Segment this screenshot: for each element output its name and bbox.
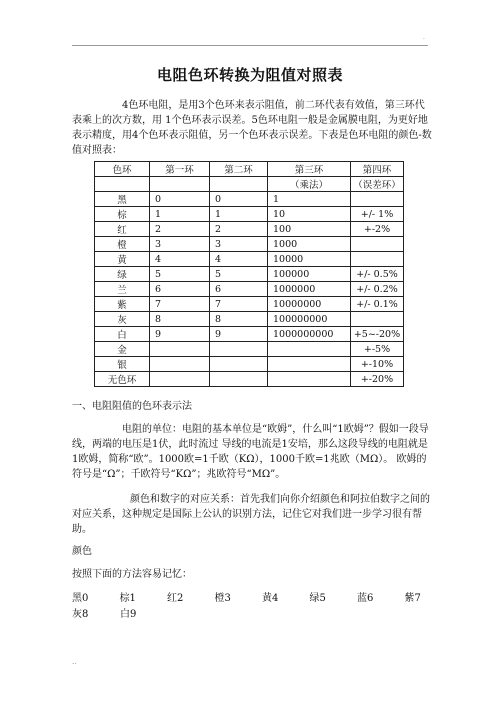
memo-line: 按照下面的方法容易记忆： <box>72 569 192 580</box>
page-title: 电阻色环转换为阻值对照表 <box>156 66 343 84</box>
unit-paragraph: 电阻的单位：电阻的基本单位是“欧姆”，什么叫“1欧姆”？假如一段导线，两端的电压是1伏，此时流过 导线的电流是1安培，那么这段导线的电阻就是1欧姆，简称“欧”。1000欧=1千欧（KΩ），1000千欧=1兆欧（MΩ）。 欧姆的符号是“Ω”；千欧符号“KΩ”；兆欧符号“MΩ”。 <box>72 424 429 480</box>
table-row <box>95 267 404 282</box>
table-cell: 黑 <box>95 192 150 207</box>
table-subheader-cell: （误差环） <box>351 177 404 192</box>
table-cell <box>210 342 268 357</box>
table-row <box>95 222 404 237</box>
table-cell: 无色环 <box>95 372 150 387</box>
table-header-row <box>95 162 404 177</box>
table-row <box>95 312 404 327</box>
table-cell: 5 <box>150 267 210 282</box>
table-cell <box>150 342 210 357</box>
table-subheader-cell <box>150 177 210 192</box>
table-cell: 2 <box>150 222 210 237</box>
list-item: 黄4 <box>262 593 279 604</box>
table-row <box>95 297 404 312</box>
intro-paragraph: 4色环电阻，是用3个色环来表示阻值，前二环代表有效值，第三环代表乘上的次方数，用 1个色环表示误差。5色环电阻一般是金属膜电阻，为更好地表示精度，用4个色环表示阻值，另一个色环表示误差。下表是色环电阻的颜色-数值对照表： <box>72 100 432 156</box>
table-cell: 3 <box>150 237 210 252</box>
table-header-cell: 第一环 <box>150 162 210 177</box>
table-cell: 0 <box>150 192 210 207</box>
table-cell <box>268 372 351 387</box>
table-cell: 7 <box>150 297 210 312</box>
table-cell: 4 <box>210 252 268 267</box>
table-row <box>95 327 404 342</box>
table-row <box>95 282 404 297</box>
list-item: 棕1 <box>119 593 136 604</box>
table-cell: 红 <box>95 222 150 237</box>
table-cell: 10000000 <box>268 297 351 312</box>
table-cell <box>268 357 351 372</box>
table-cell <box>150 372 210 387</box>
table-cell: 1 <box>150 207 210 222</box>
table-cell: 灰 <box>95 312 150 327</box>
table-cell: 兰 <box>95 282 150 297</box>
table-cell: +/- 0.5% <box>351 267 404 282</box>
table-subheader-cell <box>95 177 150 192</box>
table-cell: +-10% <box>351 357 404 372</box>
table-row <box>95 207 404 222</box>
table-cell: 8 <box>210 312 268 327</box>
table-cell: 10 <box>268 207 351 222</box>
table-cell: 银 <box>95 357 150 372</box>
section-heading: 一、电阻阻值的色环表示法 <box>72 401 192 412</box>
table-cell: 5 <box>210 267 268 282</box>
table-cell <box>351 192 404 207</box>
table-cell <box>210 357 268 372</box>
table-cell: 2 <box>210 222 268 237</box>
table-row <box>95 357 404 372</box>
table-subheader-row <box>95 177 404 192</box>
list-item: 蓝6 <box>357 593 374 604</box>
table-cell: 1000000 <box>268 282 351 297</box>
list-item: 橙3 <box>214 593 231 604</box>
table-cell: 金 <box>95 342 150 357</box>
header-rule <box>72 45 428 46</box>
table-cell: 3 <box>210 237 268 252</box>
table-cell: 白 <box>95 327 150 342</box>
table-cell: 9 <box>210 327 268 342</box>
table-cell: +-2% <box>351 222 404 237</box>
table-cell: 棕 <box>95 207 150 222</box>
table-cell: 橙 <box>95 237 150 252</box>
table-row <box>95 237 404 252</box>
table-cell: 1000000000 <box>268 327 351 342</box>
table-cell <box>150 357 210 372</box>
table-cell: 6 <box>150 282 210 297</box>
table-header-cell: 第四环 <box>351 162 404 177</box>
table-row <box>95 192 404 207</box>
table-cell: 100000000 <box>268 312 351 327</box>
color-code-table <box>94 161 404 387</box>
table-cell: 10000 <box>268 252 351 267</box>
table-header-cell: 色环 <box>95 162 150 177</box>
table-cell: 紫 <box>95 297 150 312</box>
color-number-list <box>72 591 452 623</box>
color-number-paragraph: 颜色和数字的对应关系：首先我们向你介绍颜色和阿拉伯数字之间的对应关系，这种规定是国际上公认的识别方法，记住它对我们进一步学习很有帮助。 <box>72 494 430 535</box>
list-item: 红2 <box>167 593 184 604</box>
color-list-row <box>72 591 452 607</box>
table-cell: 6 <box>210 282 268 297</box>
table-cell <box>351 252 404 267</box>
table-cell: 4 <box>150 252 210 267</box>
table-cell: +-5% <box>351 342 404 357</box>
table-cell: 黄 <box>95 252 150 267</box>
table-cell <box>351 312 404 327</box>
table-row <box>95 342 404 357</box>
table-cell: 100000 <box>268 267 351 282</box>
table-cell: +5~-20% <box>351 327 404 342</box>
table-subheader-cell <box>210 177 268 192</box>
table-header-cell: 第三环 <box>268 162 351 177</box>
table-subheader-cell: （乘法） <box>268 177 351 192</box>
table-cell: 1000 <box>268 237 351 252</box>
table-cell: +-20% <box>351 372 404 387</box>
corner-mark-bottom: ·· <box>72 660 77 668</box>
table-cell: +/- 1% <box>351 207 404 222</box>
table-cell: 1 <box>268 192 351 207</box>
corner-mark-top: · <box>423 36 425 43</box>
table-cell: +/- 0.1% <box>351 297 404 312</box>
table-cell <box>351 237 404 252</box>
color-list-row <box>72 607 452 623</box>
table-cell: 100 <box>268 222 351 237</box>
list-item: 紫7 <box>404 593 421 604</box>
list-item: 黑0 <box>72 593 89 604</box>
table-cell: 8 <box>150 312 210 327</box>
list-item: 绿5 <box>309 593 326 604</box>
table-cell <box>268 342 351 357</box>
table-row <box>95 252 404 267</box>
table-cell: 0 <box>210 192 268 207</box>
table-cell: 9 <box>150 327 210 342</box>
list-item: 白9 <box>120 609 137 620</box>
table-cell: 1 <box>210 207 268 222</box>
table-cell: 绿 <box>95 267 150 282</box>
table-row <box>95 372 404 387</box>
table-cell: 7 <box>210 297 268 312</box>
table-cell <box>210 372 268 387</box>
table-cell: +/- 0.2% <box>351 282 404 297</box>
color-label: 颜色 <box>72 546 92 557</box>
table-header-cell: 第二环 <box>210 162 268 177</box>
list-item: 灰8 <box>72 609 89 620</box>
